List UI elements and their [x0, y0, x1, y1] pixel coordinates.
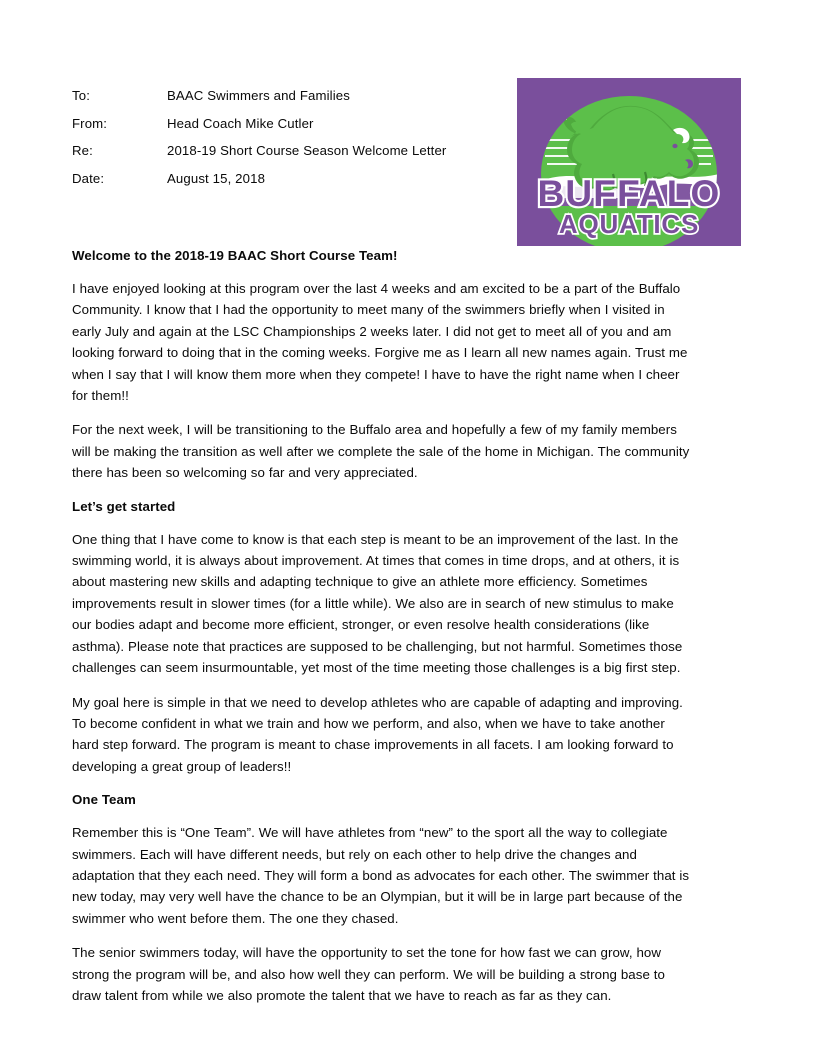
- memo-row-to: [72, 88, 502, 104]
- memo-value-re: 2018-19 Short Course Season Welcome Letter: [167, 143, 447, 158]
- logo-text-aquatics: AQUATICS: [558, 209, 700, 239]
- paragraph-transition: For the next week, I will be transitioning to the Buffalo area and hopefully a few of my family members will be making the transition as well after we complete the sale of the home in Michigan. The community there has been so welcoming so far and very appreciated.: [72, 422, 690, 481]
- paragraph-goal: My goal here is simple in that we need to develop athletes who are capable of adapting and improving. To become confident in what we train and how we perform, and also, when we have to take another hard step forward. The program is meant to chase improvements in all facets. I am looking forward to developing a great group of leaders!!: [72, 694, 683, 774]
- memo-value-to: BAAC Swimmers and Families: [167, 88, 350, 103]
- logo-text-buffalo: BUFFALO: [537, 173, 721, 214]
- memo-label-date: Date:: [72, 170, 105, 186]
- memo-value-date: August 15, 2018: [167, 170, 266, 186]
- logo-artwork: [517, 78, 741, 246]
- paragraph-seniors: The senior swimmers today, will have the opportunity to set the tone for how fast we can grow, how strong the program will be, and also how well they can perform. We will be building a strong base to draw talent from while we also promote the talent that we have to reach as far as they can.: [72, 945, 665, 1003]
- paragraph-improvement: One thing that I have come to know is that each step is meant to be an improvement of the last. In the swimming world, it is always about improvement. At times that comes in time drops, and at others, it is about mastering new skills and adapting technique to give an athlete more efficiency. Sometimes improvements result in slower times (for a little while). We also are in search of new stimulus to make our bodies adapt and become more efficient, stronger, or even resolve health considerations (like asthma). Please note that practices are supposed to be challenging, but not harmful. Sometimes those challenges can seem insurmountable, yet most of the time meeting those challenges is a big first step.: [72, 531, 683, 676]
- paragraph-one-team-body: Remember this is “One Team”. We will have athletes from “new” to the sport all the way to collegiate swimmers. Each will have different needs, but rely on each other to help drive the changes and adaptation that they each need. They will form a bond as advocates for each other. The swimmer that is new today, may very well have the chance to be an Olympian, but it will be in large part because of the swimmer who went before them. The one they chased.: [72, 825, 690, 926]
- heading-welcome: Welcome to the 2018-19 BAAC Short Course Team!: [72, 248, 398, 263]
- paragraph-intro: I have enjoyed looking at this program over the last 4 weeks and am excited to be a part of the Buffalo Community. I know that I had the opportunity to meet many of the swimmers briefly when I visited in early July and again at the LSC Championships 2 weeks later. I did not get to meet all of you and am looking forward to doing that in the coming weeks. Forgive me as I learn all new names again. Trust me when I say that I will know them more when they compete! I have to have the right name when I cheer for them!!: [72, 281, 688, 404]
- heading-lets-get-started: Let’s get started: [72, 498, 176, 514]
- memo-header: [72, 88, 502, 198]
- memo-row-from: [72, 116, 502, 132]
- memo-label-to: To:: [72, 88, 90, 103]
- memo-row-re: [72, 143, 502, 159]
- letter-body: [72, 246, 695, 1006]
- memo-label-from: From:: [72, 115, 108, 131]
- memo-row-date: [72, 171, 502, 187]
- buffalo-aquatics-logo: [517, 78, 741, 246]
- memo-value-from: Head Coach Mike Cutler: [167, 115, 314, 131]
- memo-label-re: Re:: [72, 143, 93, 158]
- heading-one-team: One Team: [72, 792, 136, 808]
